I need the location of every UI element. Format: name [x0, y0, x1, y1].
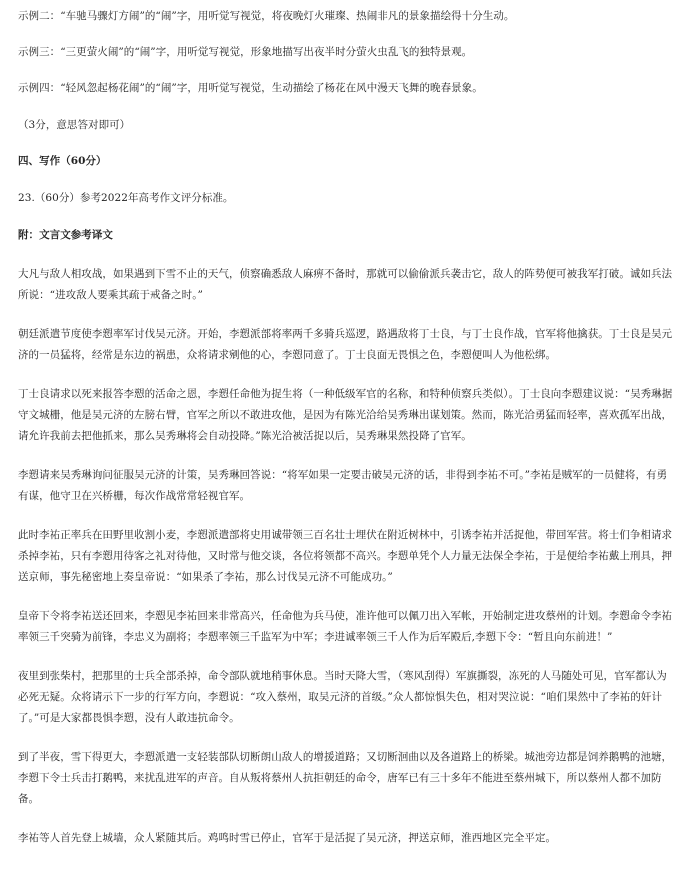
translation-paragraph-1: 大凡与敌人相攻战，如果遇到下雪不止的天气，侦察确悉敌人麻痹不备时，那就可以偷偷派兵袭击它，敌人的阵势便可被我军打破。诚如兵法所说：“进攻敌人要乘其疏于戒备之时。”	[18, 268, 673, 301]
translation-paragraph-5: 此时李祐正率兵在田野里收割小麦，李愬派遣部将史用诚带领三百名壮士埋伏在附近树林中，引诱李祐并活捉他，带回军营。将士们争相请求杀掉李祐，只有李愬用待客之礼对待他，又时常与他交谈，各位将领都不高兴。李愬单凭个人力量无法保全李祐，于是便给李祐戴上刑具，押送京师，事先秘密地上奏皇帝说：“如果杀了李祐，那么讨伐吴元济不可能成功。”	[18, 529, 673, 583]
section-heading-writing: 四、写作（60分）	[18, 155, 107, 167]
answer-example-4: 示例四：“轻风忽起杨花闹”的“闹”字，用听觉写视觉，生动描绘了杨花在风中漫天飞舞的晚春景象。	[18, 82, 483, 94]
translation-paragraph-2: 朝廷派遣节度使李愬率军讨伐吴元济。开始，李愬派部将率两千多骑兵巡逻，路遇敌将丁士良，与丁士良作战，官军将他擒获。丁士良是吴元济的一员猛将，经常是东边的祸患，众将请求剜他的心，李愬同意了。丁士良面无畏惧之色，李愬便叫人为他松绑。	[18, 328, 673, 361]
translation-paragraph-3: 丁士良请求以死来报答李愬的活命之恩，李愬任命他为捉生将（一种低级军官的名称，和特种侦察兵类似）。丁士良向李愬建议说：“吴秀琳据守文城栅，他是吴元济的左膀右臂，官军之所以不敢进攻他，是因为有陈光洽给吴秀琳出谋划策。然而，陈光洽勇猛而轻率，喜欢孤军出战，请允许我前去把他抓来，那么吴秀琳将会自动投降。”陈光洽被活捉以后，吴秀琳果然投降了官军。	[18, 388, 673, 442]
translation-paragraph-4: 李愬请来吴秀琳询问征服吴元济的计策，吴秀琳回答说：“将军如果一定要击破吴元济的话，非得到李祐不可。”李祐是贼军的一员健将，有勇有谋，他守卫在兴桥栅，每次作战常常轻视官军。	[18, 469, 668, 502]
answer-example-3: 示例三：“三更萤火闹”的“闹”字，用听觉写视觉，形象地描写出夜半时分萤火虫乱飞的独特景观。	[18, 46, 473, 58]
score-note: （3分，意思答对即可）	[18, 119, 131, 131]
question-23: 23.（60分）参考2022年高考作文评分标准。	[18, 192, 234, 204]
translation-paragraph-9: 李祐等人首先登上城墙，众人紧随其后。鸡鸣时雪已停止，官军于是活捉了吴元济，押送京师，淮西地区完全平定。	[18, 832, 557, 844]
translation-paragraph-7: 夜里到张柴村，把那里的士兵全部杀掉，命令部队就地稍事休息。当时天降大雪，（寒风刮得）军旗撕裂，冻死的人马随处可见，官军都认为必死无疑。众将请示下一步的行军方向，李愬说：“攻入蔡州，取吴元济的首级。”众人都惊惧失色，相对哭泣说：“咱们果然中了李祐的奸计了。”可是大家都畏惧李愬，没有人敢违抗命令。	[18, 670, 667, 724]
translation-paragraph-8: 到了半夜，雪下得更大，李愬派遣一支轻装部队切断朗山敌人的增援道路；又切断洄曲以及各道路上的桥梁。城池旁边都是饲养鹅鸭的池塘，李愬下令士兵击打鹅鸭，来扰乱进军的声音。自从叛将蔡州人抗拒朝廷的命令，唐军已有三十多年不能进至蔡州城下，所以蔡州人都不加防备。	[18, 751, 673, 805]
answer-example-2: 示例二：“车驰马骤灯方闹”的“闹”字，用听觉写视觉，将夜晚灯火璀璨、热闹非凡的景象描绘得十分生动。	[18, 10, 515, 22]
document-page	[18, 0, 676, 849]
translation-paragraph-6: 皇帝下令将李祐送还回来，李愬见李祐回来非常高兴，任命他为兵马使，准许他可以佩刀出入军帐，开始制定进攻蔡州的计划。李愬命令李祐率领三千突骑为前锋，李忠义为副将；李愬率领三千监军为中军；李进诚率领三千人作为后军殿后,李愬下令：“暂且向东前进！”	[18, 610, 673, 643]
appendix-heading: 附：文言文参考译文	[18, 229, 113, 241]
